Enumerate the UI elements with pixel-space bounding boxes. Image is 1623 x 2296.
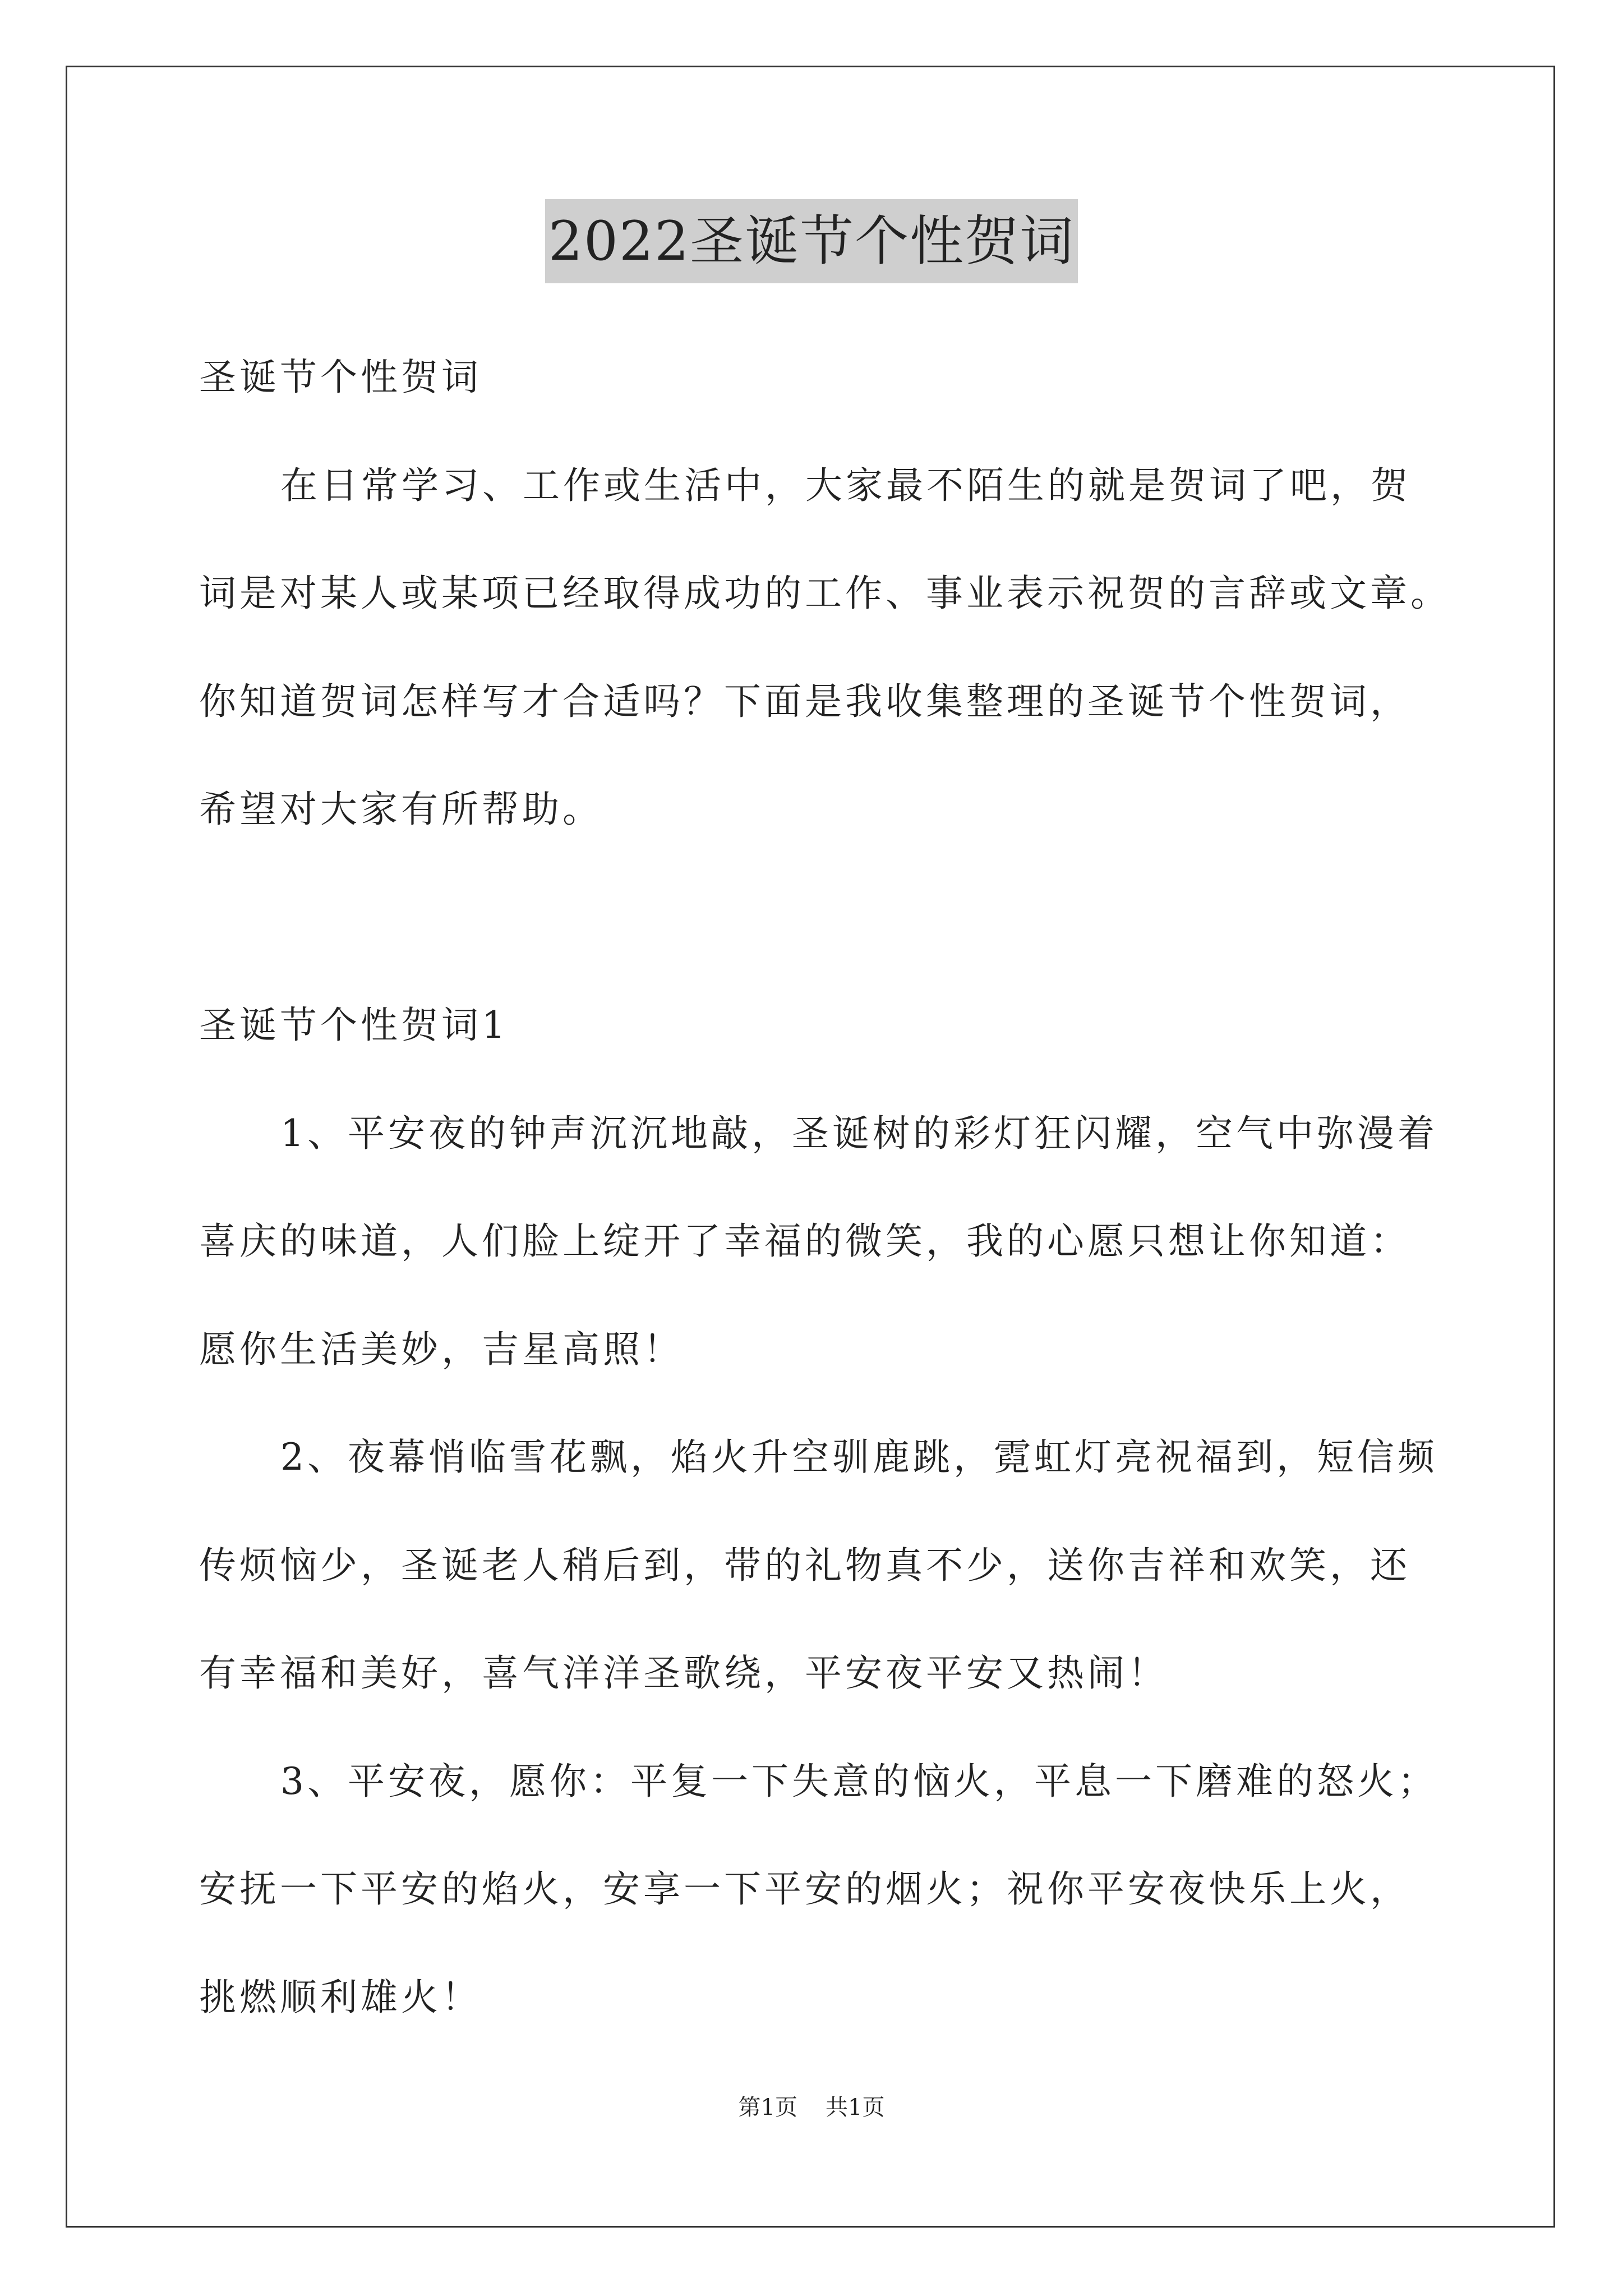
title-container bbox=[0, 199, 1623, 283]
intro-line-1: 在日常学习、工作或生活中，大家最不陌生的就是贺词了吧，贺 bbox=[280, 464, 1411, 507]
intro-line-2: 词是对某人或某项已经取得成功的工作、事业表示祝贺的言辞或文章。 bbox=[199, 572, 1451, 615]
document-title: 2022圣诞节个性贺词 bbox=[545, 199, 1078, 283]
item3-line-1: 3、平安夜，愿你：平复一下失意的恼火，平息一下磨难的怒火； bbox=[280, 1760, 1438, 1803]
intro-line-4: 希望对大家有所帮助。 bbox=[199, 788, 603, 831]
page-number: 第1页 bbox=[738, 2095, 797, 2120]
item3-line-3: 挑燃顺利雄火！ bbox=[199, 1976, 482, 2019]
item3-line-2: 安抚一下平安的焰火，安享一下平安的烟火；祝你平安夜快乐上火， bbox=[199, 1867, 1410, 1911]
section-heading: 圣诞节个性贺词1 bbox=[199, 1004, 509, 1047]
subtitle-line: 圣诞节个性贺词 bbox=[199, 356, 482, 399]
page-total: 共1页 bbox=[826, 2095, 885, 2120]
item2-line-1: 2、夜幕悄临雪花飘，焰火升空驯鹿跳，霓虹灯亮祝福到，短信频 bbox=[280, 1435, 1438, 1479]
item1-line-3: 愿你生活美妙，吉星高照！ bbox=[199, 1328, 684, 1371]
intro-line-3: 你知道贺词怎样写才合适吗？下面是我收集整理的圣诞节个性贺词， bbox=[199, 680, 1410, 723]
item2-line-2: 传烦恼少，圣诞老人稍后到，带的礼物真不少，送你吉祥和欢笑，还 bbox=[199, 1544, 1410, 1587]
page-footer bbox=[0, 2093, 1623, 2122]
item2-line-3: 有幸福和美好，喜气洋洋圣歌绕，平安夜平安又热闹！ bbox=[199, 1651, 1168, 1695]
item1-line-1: 1、平安夜的钟声沉沉地敲，圣诞树的彩灯狂闪耀，空气中弥漫着 bbox=[280, 1112, 1438, 1155]
item1-line-2: 喜庆的味道，人们脸上绽开了幸福的微笑，我的心愿只想让你知道： bbox=[199, 1220, 1410, 1263]
